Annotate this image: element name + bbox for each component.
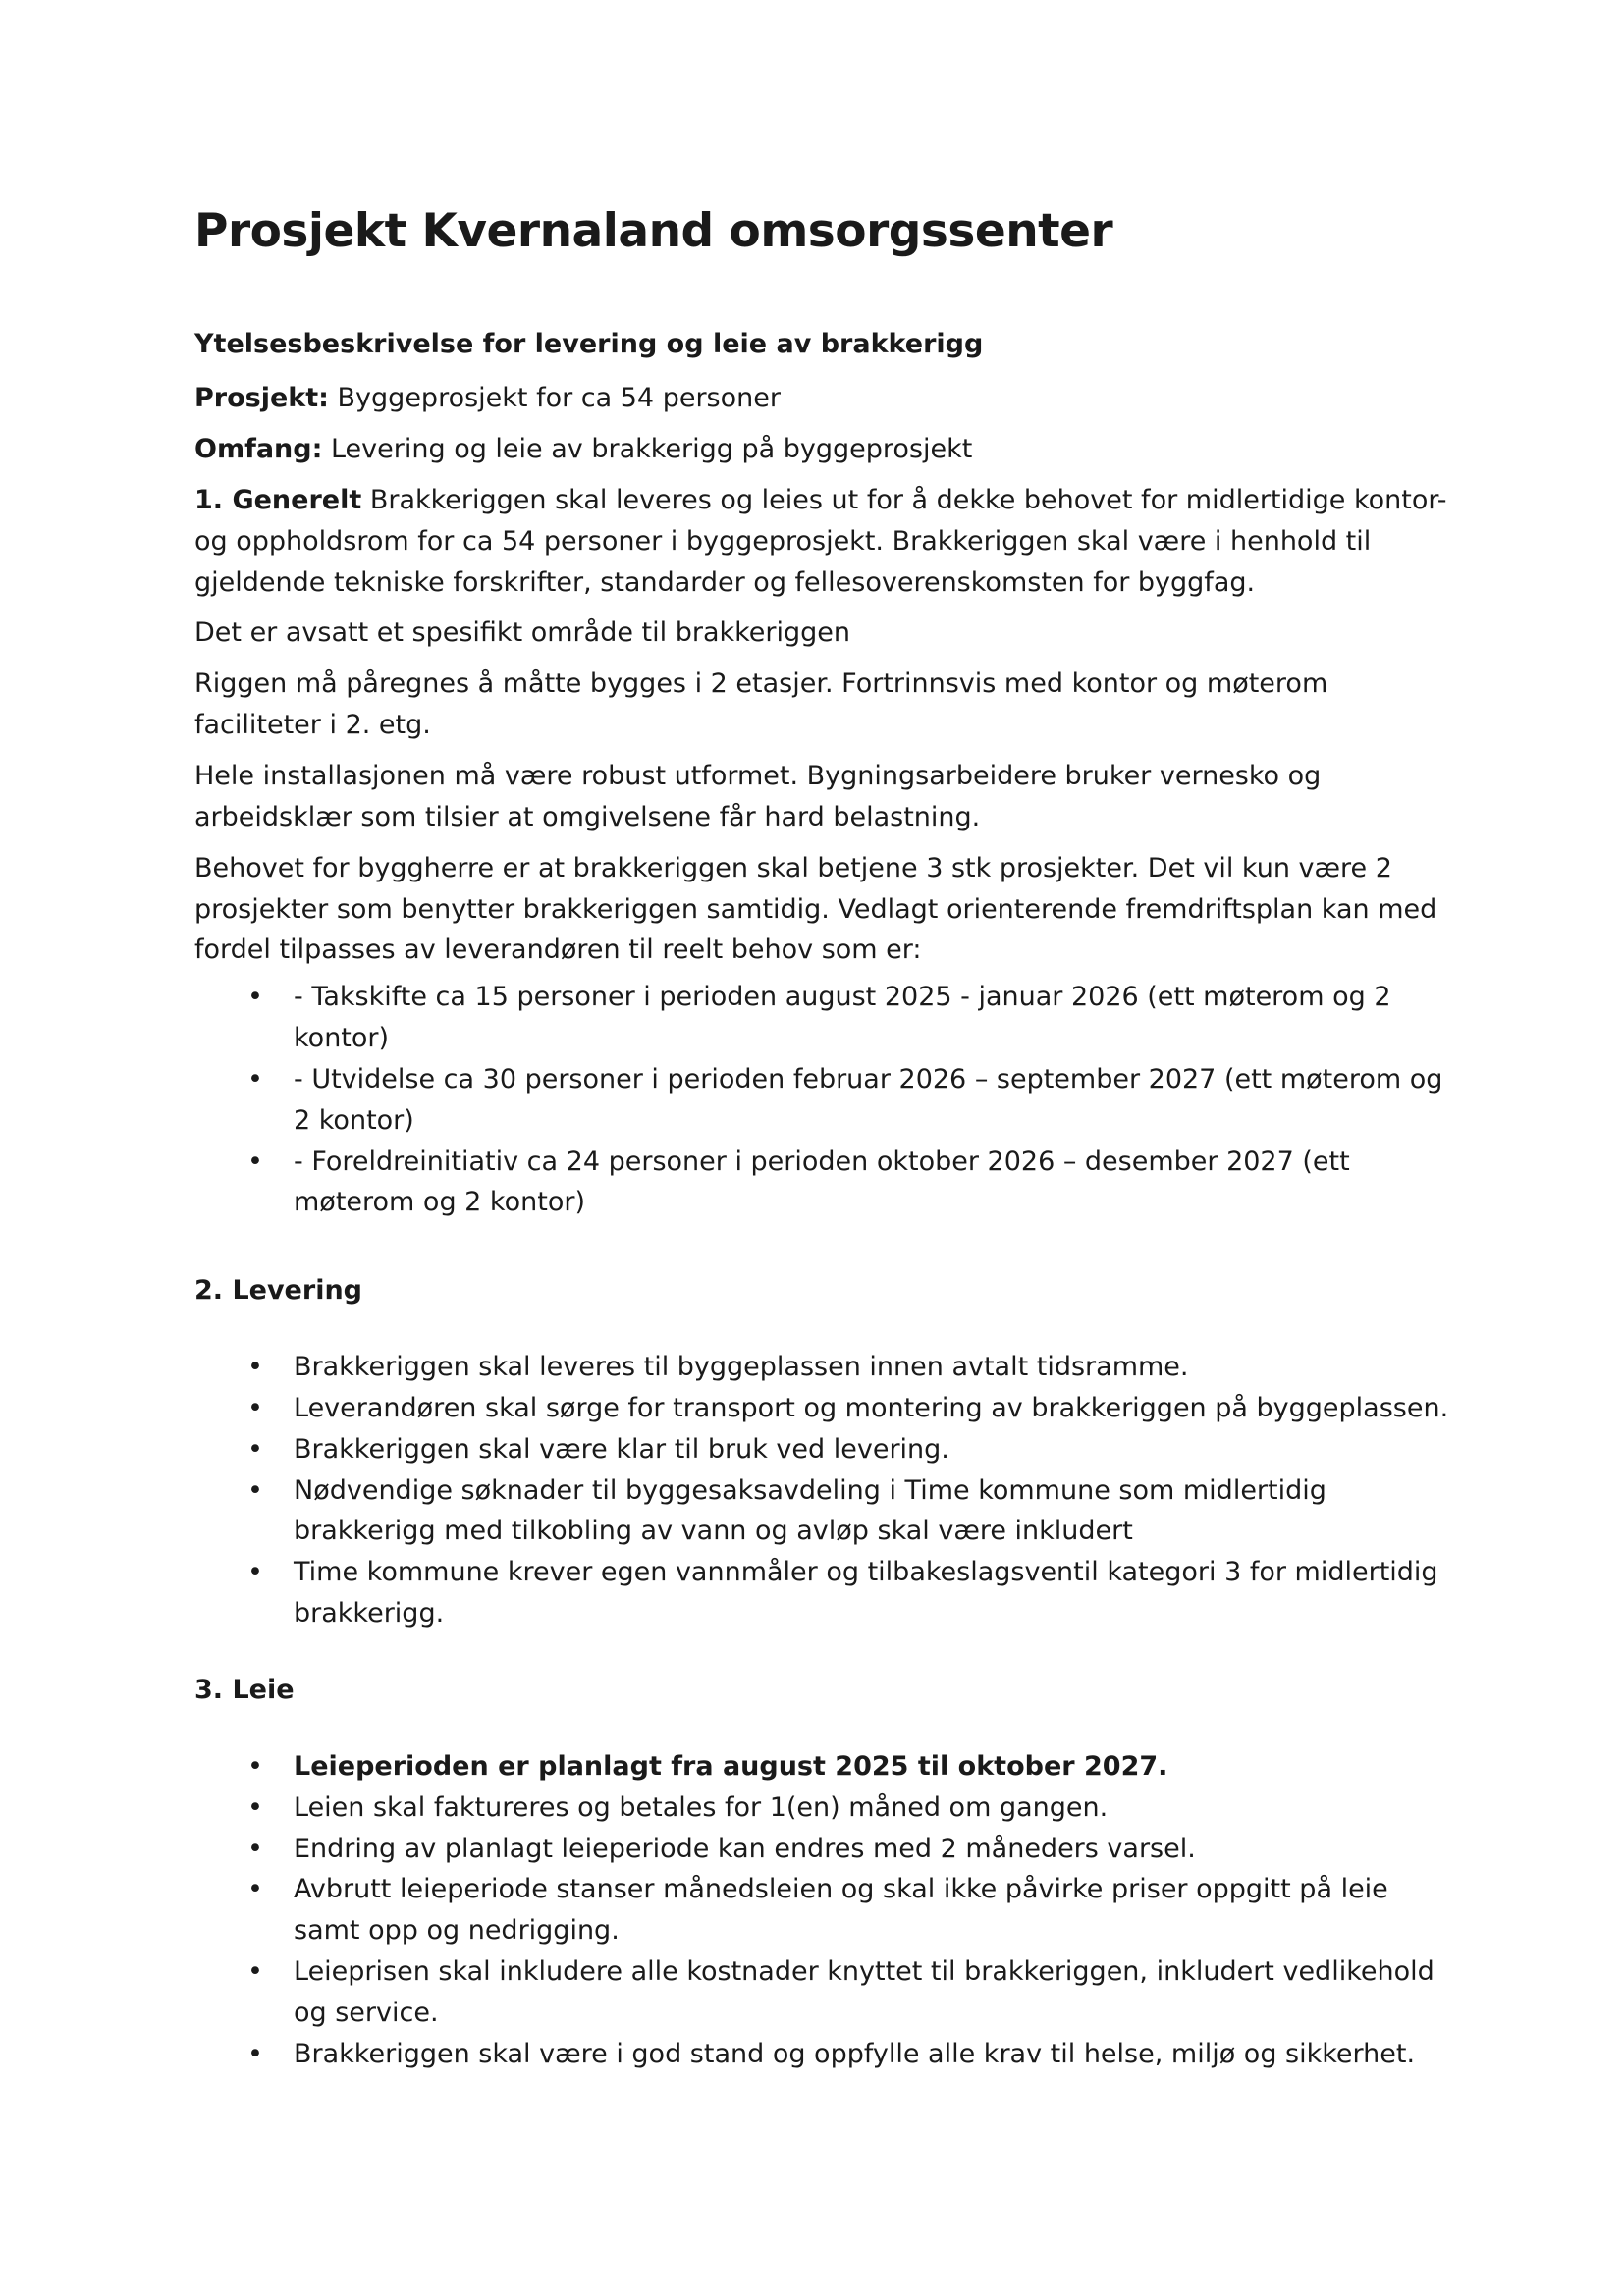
list-item-text: Endring av planlagt leieperiode kan endres med 2 måneders varsel. (294, 1833, 1196, 1864)
general-paragraph-4: Hele installasjonen må være robust utformet. Bygningsarbeidere bruker vernesko og arbeidsklær som tilsier at omgivelsene får hard belastning. (194, 760, 1322, 832)
list-item-text: Nødvendige søknader til byggesaksavdeling i Time kommune som midlertidig brakkerigg med tilkobling av vann og avløp skal være inkludert (294, 1474, 1326, 1547)
list-item-text: Avbrutt leieperiode stanser månedsleien og skal ikke påvirke priser oppgitt på leie samt opp og nedrigging. (294, 1874, 1388, 1947)
list-item-text: Brakkeriggen skal være klar til bruk ved levering. (294, 1433, 949, 1465)
list-item (194, 1951, 1451, 2034)
list-item-text: - Takskifte ca 15 personer i perioden august 2025 - januar 2026 (ett møterom og 2 kontor) (294, 982, 1391, 1054)
list-item (194, 1059, 1451, 1142)
list-item (194, 1552, 1451, 1634)
list-item (194, 2034, 1451, 2075)
project-label: Prosjekt: (194, 383, 329, 414)
bullet-icon: • (247, 2038, 263, 2069)
list-item (194, 1788, 1451, 1829)
bullet-icon: • (247, 1392, 263, 1423)
list-item-text: Time kommune krever egen vannmåler og tilbakeslagsventil kategori 3 for midlertidig brakkerigg. (294, 1557, 1438, 1629)
document-page (194, 204, 1451, 2075)
general-paragraph-3: Riggen må påregnes å måtte bygges i 2 etasjer. Fortrinnsvis med kontor og møterom faciliteter i 2. etg. (194, 668, 1328, 741)
list-item (194, 1869, 1451, 1951)
list-item (194, 1347, 1451, 1388)
list-item (194, 1470, 1451, 1553)
project-line (194, 378, 1451, 419)
bullet-icon: • (247, 1474, 263, 1506)
general-text: Brakkeriggen skal leveres og leies ut for å dekke behovet for midlertidige kontor- og oppholdsrom for ca 54 personer i byggeprosjekt. Brakkeriggen skal være i henhold til gjeldende tekniske forskrifter, standarder og fellesoverenskomsten for byggfag. (194, 484, 1447, 598)
bullet-icon: • (247, 1874, 263, 1905)
list-item (194, 1388, 1451, 1429)
list-item-text: - Foreldreinitiativ ca 24 personer i perioden oktober 2026 – desember 2027 (ett møterom og 2 kontor) (294, 1146, 1350, 1218)
general-paragraph-2: Det er avsatt et spesifikt område til brakkeriggen (194, 617, 851, 649)
list-item-text: Leien skal faktureres og betales for 1(en) måned om gangen. (294, 1791, 1109, 1823)
scope-label: Omfang: (194, 434, 323, 465)
rent-heading: 3. Leie (194, 1675, 295, 1706)
bullet-icon: • (247, 1833, 263, 1864)
scope-text: Levering og leie av brakkerigg på byggeprosjekt (322, 434, 973, 465)
general-label: 1. Generelt (194, 484, 362, 515)
bullet-icon: • (247, 1433, 263, 1465)
list-item (194, 1429, 1451, 1470)
delivery-heading: 2. Levering (194, 1275, 362, 1307)
list-item (194, 1746, 1451, 1788)
bullet-icon: • (247, 1750, 263, 1782)
bullet-icon: • (247, 1956, 263, 1988)
document-subtitle: Ytelsesbeskrivelse for levering og leie av brakkerigg (194, 329, 984, 360)
bullet-icon: • (247, 1146, 263, 1177)
bullet-icon: • (247, 982, 263, 1013)
list-item (194, 1142, 1451, 1224)
list-item (194, 977, 1451, 1059)
bullet-icon: • (247, 1352, 263, 1383)
general-paragraph-5: Behovet for byggherre er at brakkeriggen skal betjene 3 stk prosjekter. Det vil kun være 2 prosjekter som benytter brakkeriggen samtidig. Vedlagt orienterende fremdriftsplan kan med fordel tilpasses av leverandøren til reelt behov som er: (194, 852, 1437, 966)
list-item (194, 1829, 1451, 1870)
delivery-list (194, 1347, 1451, 1634)
list-item-text: Brakkeriggen skal leveres til byggeplassen innen avtalt tidsramme. (294, 1352, 1189, 1383)
general-paragraph (194, 480, 1451, 604)
list-item-text: - Utvidelse ca 30 personer i perioden februar 2026 – september 2027 (ett møterom og 2 kontor) (294, 1063, 1443, 1136)
bullet-icon: • (247, 1063, 263, 1095)
rent-list (194, 1746, 1451, 2075)
list-item-text: Leieprisen skal inkludere alle kostnader knyttet til brakkeriggen, inkludert vedlikehold og service. (294, 1956, 1435, 2028)
list-item-text: Leverandøren skal sørge for transport og montering av brakkeriggen på byggeplassen. (294, 1392, 1449, 1423)
document-title: Prosjekt Kvernaland omsorgssenter (194, 204, 1113, 258)
list-item-text: Brakkeriggen skal være i god stand og oppfylle alle krav til helse, miljø og sikkerhet. (294, 2038, 1416, 2069)
bullet-icon: • (247, 1791, 263, 1823)
project-text: Byggeprosjekt for ca 54 personer (328, 383, 781, 414)
list-item-text: Leieperioden er planlagt fra august 2025 til oktober 2027. (294, 1750, 1168, 1782)
general-needs-list (194, 977, 1451, 1223)
scope-line (194, 429, 1451, 470)
bullet-icon: • (247, 1557, 263, 1588)
